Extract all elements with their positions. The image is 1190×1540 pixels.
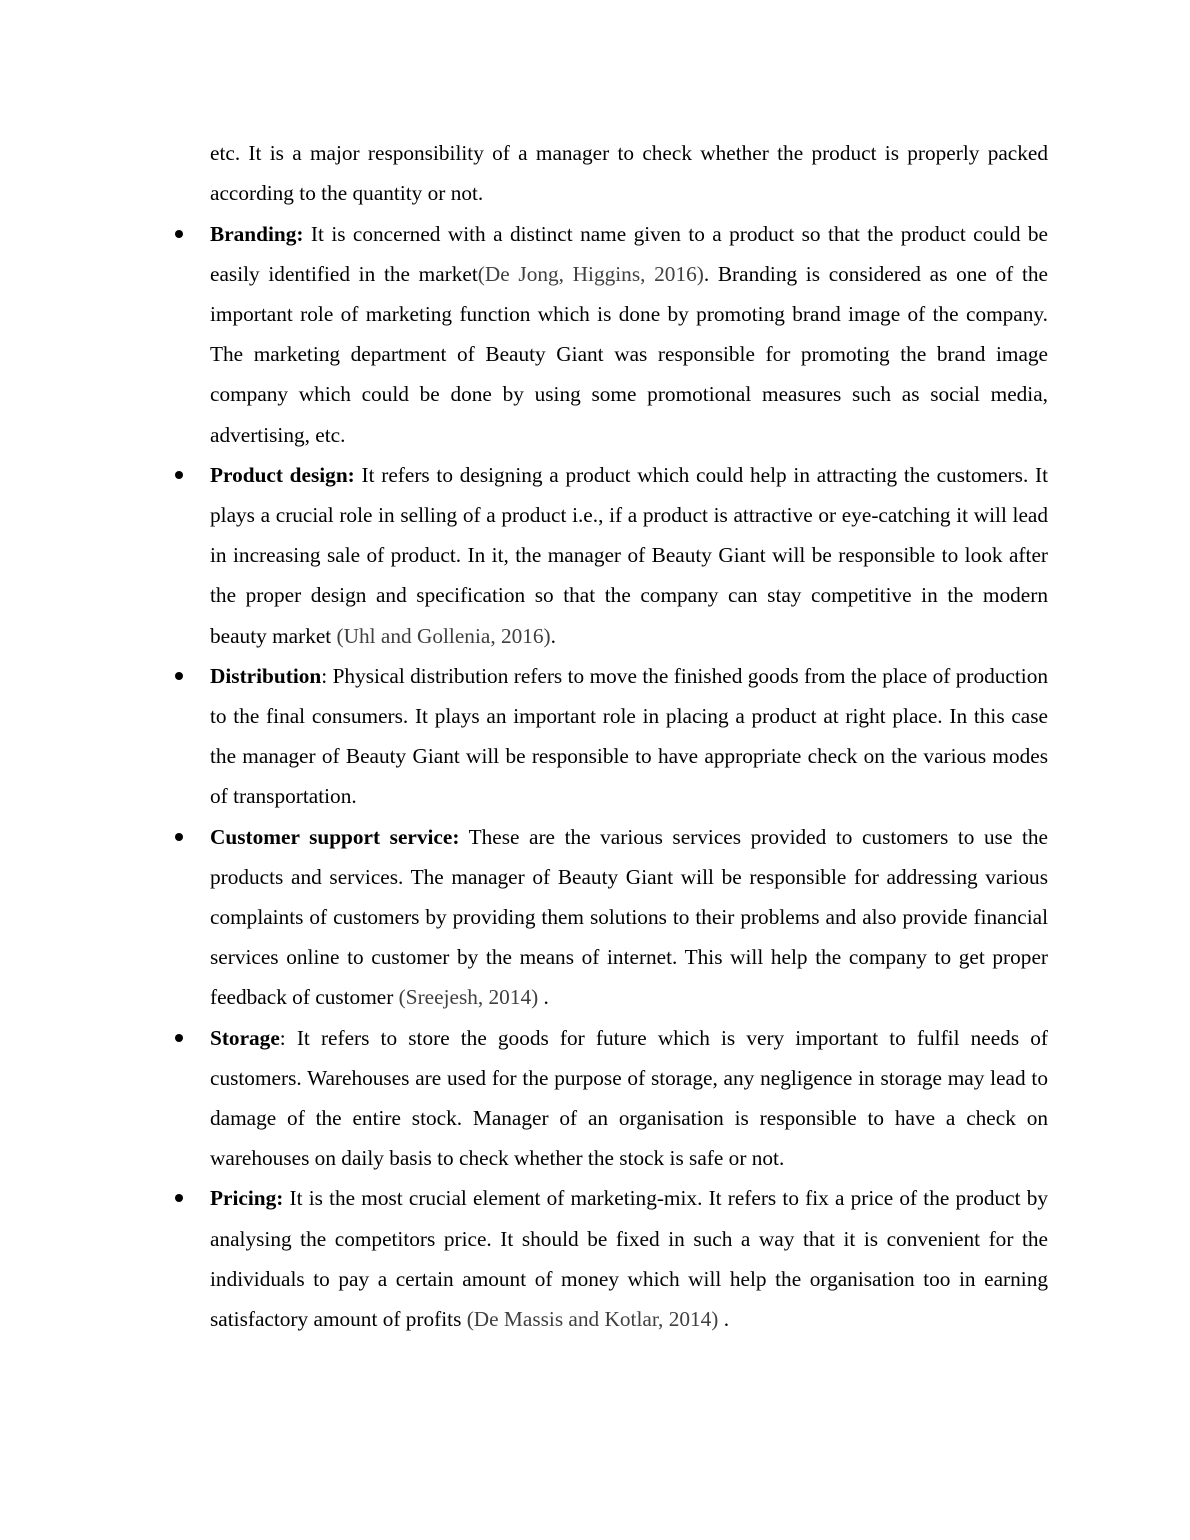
bullet-icon [175, 1194, 183, 1202]
bullet-icon [175, 833, 183, 841]
term-label: Pricing: [210, 1186, 284, 1211]
citation: (De Massis and Kotlar, 2014) [466, 1306, 719, 1331]
list-item-product-design [0, 455, 1190, 656]
body-text: It refers to designing a product which could help in attracting the customers. It plays a crucial role in selling of a product i.e., if a product is attractive or eye-catching it will lead in increasing sale of product. In it, the manager of Beauty Giant will be responsible to look after the proper design and specification so that the company can stay competitive in the modern beauty market [210, 462, 1048, 648]
term-label: Branding: [210, 221, 304, 246]
body-text-after: . [538, 985, 549, 1010]
term-label: Distribution [210, 663, 322, 688]
term-label: Product design: [210, 462, 355, 487]
bullet-icon [175, 230, 183, 238]
list-item-text [210, 214, 1048, 455]
body-text-after: . [550, 623, 556, 648]
list-item-storage [0, 1018, 1190, 1179]
bullet-icon [175, 471, 183, 479]
intro-paragraph: etc. It is a major responsibility of a manager to check whether the product is properly packed according to the quantity or not. [210, 141, 1048, 206]
list-item-distribution [0, 656, 1190, 817]
body-text: : It refers to store the goods for future which is very important to fulfil needs of customers. Warehouses are used for the purpose of storage, any negligence in storage may lead to damage of the entire stock. Manager of an organisation is responsible to have a check on warehouses on daily basis to check whether the stock is safe or not. [210, 1025, 1048, 1171]
bullet-icon [175, 1034, 183, 1042]
list-item-pricing [0, 1178, 1190, 1339]
list-item-text [210, 1178, 1048, 1339]
body-text: It is the most crucial element of marketing-mix. It refers to fix a price of the product by analysing the competitors price. It should be fixed in such a way that it is convenient for the individuals to pay a certain amount of money which will help the organisation too in earning satisfactory amount of profits [210, 1186, 1048, 1331]
bullet-icon [175, 672, 183, 680]
list-item-customer-support [0, 817, 1190, 1018]
body-text: These are the various services provided to customers to use the products and services. The manager of Beauty Giant will be responsible for addressing various complaints of customers by providing them solutions to their problems and also provide financial services online to customer by the means of internet. This will help the company to get proper feedback of customer [210, 824, 1048, 1010]
citation: (De Jong, Higgins, 2016) [477, 261, 704, 286]
bullet-list [0, 214, 1190, 1340]
body-text: It is concerned with a distinct name given to a product so that the product could be easily identified in the market [210, 221, 1048, 286]
body-text-after: . Branding is considered as one of the important role of marketing function which is done by promoting brand image of the company. The marketing department of Beauty Giant was responsible for promoting the brand image company which could be done by using some promotional measures such as social media, advertising, etc. [210, 261, 1048, 447]
body-text: : Physical distribution refers to move the finished goods from the place of production to the final consumers. It plays an important role in placing a product at right place. In this case the manager of Beauty Giant will be responsible to have appropriate check on the various modes of transportation. [210, 663, 1048, 809]
term-label: Storage [210, 1025, 280, 1050]
body-text-after: . [718, 1306, 730, 1331]
list-item-text [210, 817, 1048, 1018]
list-item-text [210, 1018, 1048, 1179]
list-item-text [210, 455, 1048, 656]
term-label: Customer support service: [210, 824, 460, 849]
citation: (Sreejesh, 2014) [398, 985, 539, 1010]
list-item-text [210, 656, 1048, 817]
citation: (Uhl and Gollenia, 2016) [336, 623, 551, 648]
list-item-branding [0, 214, 1190, 455]
